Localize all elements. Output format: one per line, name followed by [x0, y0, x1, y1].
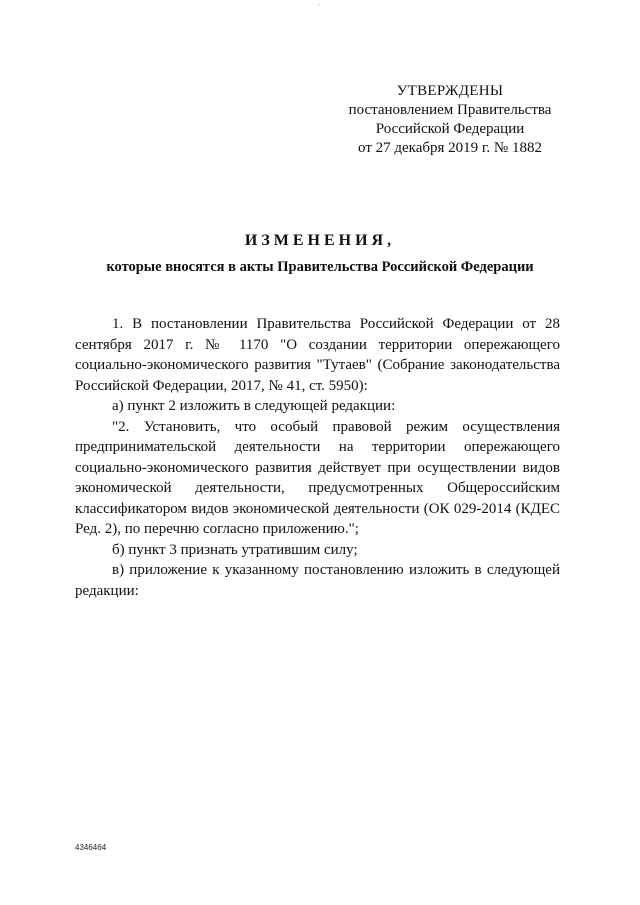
- paragraph-item-c: в) приложение к указанному постановлению изложить в следующей редакции:: [75, 562, 560, 599]
- document-body: [75, 314, 560, 601]
- paragraph-item-a: а) пункт 2 изложить в следующей редакции:: [112, 398, 396, 414]
- document-title: ИЗМЕНЕНИЯ,: [244, 232, 396, 249]
- approval-line-2: Российской Федерации: [375, 121, 525, 137]
- paragraph-item-b: б) пункт 3 признать утратившим силу;: [112, 541, 358, 558]
- approval-line-1: постановлением Правительства: [348, 102, 552, 118]
- document-subtitle: которые вносятся в акты Правительства Российской Федерации: [106, 259, 534, 275]
- approval-stamp: [330, 82, 570, 158]
- paragraph-1: 1. В постановлении Правительства Российской Федерации от 28 сентября 2017 г. № 1170 "О создании территории опережающего социально-экономического развития "Тутаев" (Собрание законодательства Российской Федерации, 2017, № 41, ст. 5950):: [75, 316, 560, 394]
- approval-title: УТВЕРЖДЕНЫ: [396, 83, 504, 99]
- approval-line-3: от 27 декабря 2019 г. № 1882: [358, 140, 542, 156]
- document-number: 4346464: [75, 843, 107, 852]
- page-mark: -: [318, 0, 321, 9]
- paragraph-quoted-clause: "2. Установить, что особый правовой режим осуществления предпринимательской деятельности на территории опережающего социально-экономического развития действует при осуществлении видов экономической деятельности, предусмотренных Общероссийским классификатором видов экономической деятельности (ОК 029-2014 (КДЕС Ред. 2), по перечню согласно приложению.";: [75, 418, 560, 537]
